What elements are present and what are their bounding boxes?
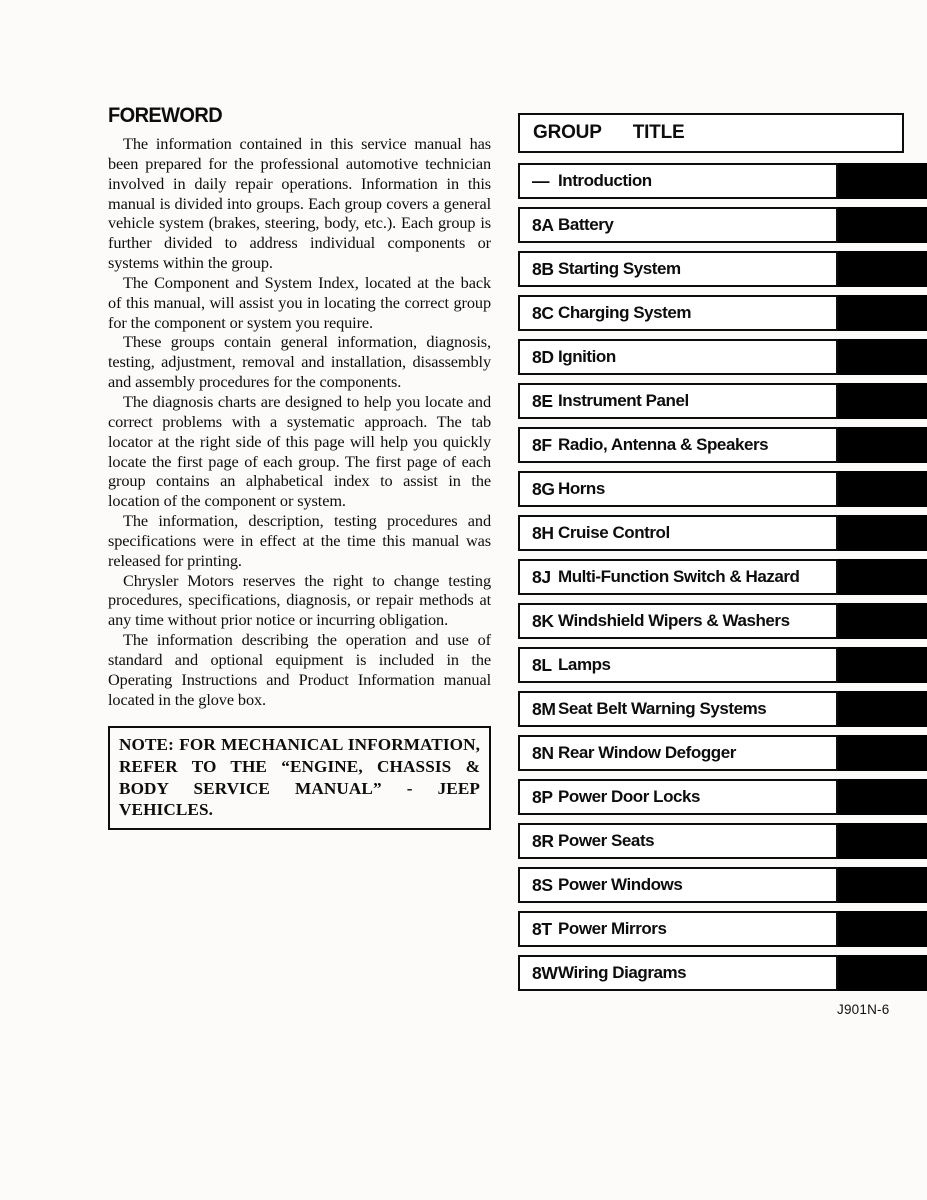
tab-locator-bar — [838, 603, 927, 639]
row-group-title: Lamps — [558, 655, 611, 674]
foreword-paragraph: Chrysler Motors reserves the right to change testing procedures, specifications, diagnosis, or repair methods at any time without prior notice or incurring obligation. — [108, 570, 491, 630]
tab-locator-bar — [838, 911, 927, 947]
note-text: NOTE: FOR MECHANICAL INFORMATION, REFER TO THE “ENGINE, CHASSIS & BODY SERVICE MANUAL” - JEEP VEHICLES. — [119, 735, 480, 820]
row-group-code: 8K — [532, 610, 554, 631]
row-group-title: Rear Window Defogger — [558, 743, 736, 762]
table-row — [518, 339, 927, 375]
row-group-code: 8R — [532, 830, 554, 851]
row-group-title: Starting System — [558, 259, 681, 278]
tab-locator-bar — [838, 691, 927, 727]
row-group-code: 8L — [532, 654, 552, 675]
row-box — [518, 867, 838, 903]
row-group-title: Ignition — [558, 347, 616, 366]
row-group-code: 8B — [532, 258, 554, 279]
row-box — [518, 647, 838, 683]
row-box — [518, 471, 838, 507]
tab-locator-bar — [838, 559, 927, 595]
row-group-title: Power Door Locks — [558, 787, 701, 806]
row-group-title: Power Windows — [558, 875, 683, 894]
tab-locator-bar — [838, 163, 927, 199]
row-group-title: Radio, Antenna & Speakers — [558, 435, 769, 454]
note-box — [108, 726, 491, 829]
table-row — [518, 823, 927, 859]
tab-locator-bar — [838, 339, 927, 375]
tab-locator-bar — [838, 471, 927, 507]
table-row — [518, 955, 927, 991]
table-row — [518, 691, 927, 727]
row-box — [518, 823, 838, 859]
tab-locator-bar — [838, 735, 927, 771]
table-row — [518, 911, 927, 947]
row-group-code: 8T — [532, 918, 552, 939]
table-row — [518, 647, 927, 683]
row-group-code: 8H — [532, 522, 554, 543]
table-row — [518, 867, 927, 903]
foreword-paragraph: The information describing the operation and use of standard and optional equipment is included in the Operating Instructions and Product Information manual located in the glove box. — [108, 630, 491, 709]
row-box — [518, 251, 838, 287]
row-group-code: — — [532, 170, 550, 191]
tab-locator-bar — [838, 823, 927, 859]
table-row — [518, 383, 927, 419]
table-row — [518, 251, 927, 287]
row-group-code: 8M — [532, 698, 556, 719]
row-box — [518, 691, 838, 727]
row-group-code: 8F — [532, 434, 552, 455]
tab-locator-bar — [838, 647, 927, 683]
row-group-title: Cruise Control — [558, 523, 670, 542]
tab-locator-bar — [838, 867, 927, 903]
foreword-body — [108, 134, 491, 709]
row-group-code: 8N — [532, 742, 554, 763]
table-row — [518, 735, 927, 771]
row-group-code: 8A — [532, 214, 554, 235]
group-header-label-group: GROUP — [533, 122, 602, 143]
row-box — [518, 427, 838, 463]
tab-locator-bar — [838, 383, 927, 419]
tab-locator-bar — [838, 207, 927, 243]
foreword-title: FOREWORD — [108, 104, 223, 128]
row-group-code: 8P — [532, 786, 553, 807]
row-box — [518, 735, 838, 771]
row-box — [518, 559, 838, 595]
row-group-code: 8G — [532, 478, 555, 499]
row-group-title: Multi-Function Switch & Hazard — [558, 567, 800, 586]
row-group-code: 8C — [532, 302, 554, 323]
foreword-paragraph: The information, description, testing procedures and specifications were in effect at the time this manual was released for printing. — [108, 511, 491, 570]
foreword-paragraph: The information contained in this service manual has been prepared for the professional automotive technician involved in daily repair operations. Information in this manual is divided into groups. Each group covers a general vehicle system (brakes, steering, body, etc.). Each group is further divided to address individual components or systems within the group. — [108, 134, 491, 273]
table-row — [518, 779, 927, 815]
table-row — [518, 515, 927, 551]
row-group-code: 8E — [532, 390, 553, 411]
foreword-section — [108, 104, 491, 830]
tab-locator-bar — [838, 251, 927, 287]
table-row — [518, 559, 927, 595]
tab-locator-bar — [838, 779, 927, 815]
row-group-title: Wiring Diagrams — [558, 963, 687, 982]
tab-locator-bar — [838, 427, 927, 463]
row-group-code: 8J — [532, 566, 551, 587]
foreword-paragraph: The diagnosis charts are designed to help you locate and correct problems with a systematic approach. The tab locator at the right side of this page will help you quickly locate the first page of each group. The first page of each group contains an alphabetical index to assist in the location of the component or system. — [108, 391, 491, 511]
row-group-title: Charging System — [558, 303, 692, 322]
row-group-title: Windshield Wipers & Washers — [558, 611, 790, 630]
foreword-paragraph: The Component and System Index, located at the back of this manual, will assist you in locating the correct group for the component or system you require. — [108, 272, 491, 332]
row-box — [518, 603, 838, 639]
row-box — [518, 911, 838, 947]
row-group-title: Horns — [558, 479, 605, 498]
row-box — [518, 339, 838, 375]
table-row — [518, 471, 927, 507]
row-box — [518, 383, 838, 419]
row-group-title: Instrument Panel — [558, 391, 689, 410]
row-group-title: Power Seats — [558, 831, 655, 850]
row-group-title: Introduction — [558, 171, 652, 190]
row-box — [518, 207, 838, 243]
group-table-header — [518, 113, 904, 153]
row-box — [518, 955, 838, 991]
tab-locator-bar — [838, 515, 927, 551]
row-group-title: Seat Belt Warning Systems — [558, 699, 767, 718]
footer-code: J901N-6 — [837, 1002, 890, 1017]
row-box — [518, 295, 838, 331]
group-header-label-title: TITLE — [632, 122, 685, 143]
table-row — [518, 427, 927, 463]
row-group-code: 8D — [532, 346, 554, 367]
foreword-paragraph: These groups contain general information, diagnosis, testing, adjustment, removal and installation, disassembly and assembly procedures for the components. — [108, 332, 491, 392]
table-row — [518, 207, 927, 243]
row-group-title: Power Mirrors — [558, 919, 667, 938]
group-table — [518, 163, 927, 991]
row-group-code: 8W — [532, 962, 558, 983]
row-box — [518, 163, 838, 199]
row-group-title: Battery — [558, 215, 614, 234]
tab-locator-bar — [838, 295, 927, 331]
table-row — [518, 163, 927, 199]
row-group-code: 8S — [532, 874, 553, 895]
tab-locator-bar — [838, 955, 927, 991]
table-row — [518, 295, 927, 331]
row-box — [518, 515, 838, 551]
table-row — [518, 603, 927, 639]
row-box — [518, 779, 838, 815]
